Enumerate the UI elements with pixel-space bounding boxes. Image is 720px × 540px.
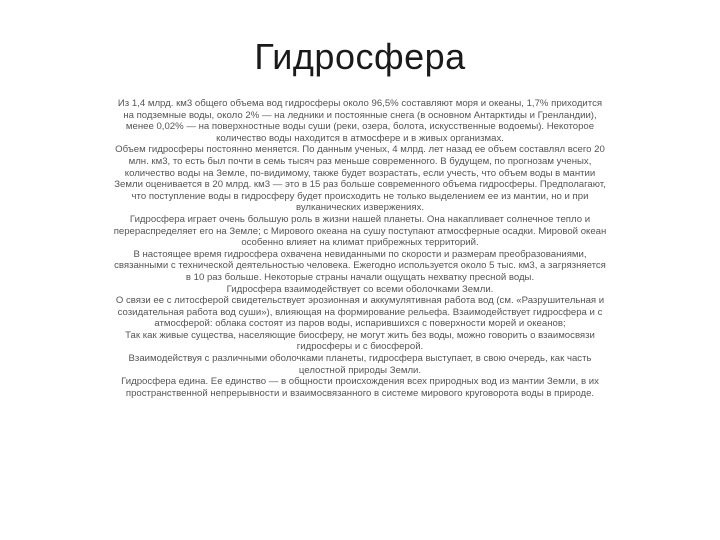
- slide-title: Гидросфера: [254, 36, 466, 77]
- slide-body: [112, 98, 608, 399]
- paragraph-lithosphere-atmosphere: О связи ее с литосферой свидетельствует эрозионная и аккумулятивная работа вод (см. «Разрушительная и созидательная работа вод суши»), влияющая на формирование рельефа. Взаимодействует гидросфера и с атмосферой: облака состоят из паров воды, испарившихся с поверхности морей и океанов;: [115, 295, 605, 330]
- paragraph-volume-change: Объем гидросферы постоянно меняется. По данным ученых, 4 млрд. лет назад ее объем составлял всего 20 млн. км3, то есть был почти в семь тысяч раз меньше современного. В будущем, по прогнозам ученых, количество воды на Земле, по-видимому, также будет возрастать, если учесть, что объем воды в мантии Земли оценивается в 20 млрд. км3 — это в 15 раз больше современного объема гидросферы. Предполагают, что поступление воды в гидросферу будет происходить не только выделением ее из мантии, но и при вулканических извержениях.: [114, 144, 606, 214]
- paragraph-biosphere: Так как живые существа, населяющие биосферу, не могут жить без воды, можно говорить о взаимосвязи гидросферы и с биосферой.: [125, 329, 595, 353]
- paragraph-unity: Гидросфера едина. Ее единство — в общности происхождения всех природных вод из мантии Земли, в их пространственной непрерывности и взаимосвязанного в системе мирового круговорота воды в природе.: [121, 376, 599, 399]
- paragraph-human-impact: В настоящее время гидросфера охвачена невиданными по скорости и размерам преобразованиями, связанными с технической деятельностью человека. Ежегодно используется около 5 тыс. км3, а загрязняется в 10 раз больше. Некоторые страны начали ощущать нехватку пресной воды.: [114, 248, 606, 283]
- paragraph-role: Гидросфера играет очень большую роль в жизни нашей планеты. Она накапливает солнечное тепло и перераспределяет его на Земле; с Мирового океана на сушу поступают атмосферные осадки. Мировой океан особенно влияет на климат прибрежных территорий.: [113, 213, 607, 249]
- paragraph-water-distribution: Из 1,4 млрд. км3 общего объема вод гидросферы около 96,5% составляют моря и океаны, 1,7% приходится на подземные воды, около 2% — на ледники и постоянные снега (в основном Антарктиды и Гренландии), менее 0,02% — на поверхностные воды суши (реки, озера, болота, искусственные водоемы). Некоторое количество воды находится в атмосфере и в живых организмах.: [117, 98, 603, 144]
- paragraph-interaction: Гидросфера взаимодействует со всеми оболочками Земли.: [226, 283, 494, 295]
- paragraph-integrity: Взаимодействуя с различными оболочками планеты, гидросфера выступает, в свою очередь, как часть целостной природы Земли.: [128, 353, 592, 376]
